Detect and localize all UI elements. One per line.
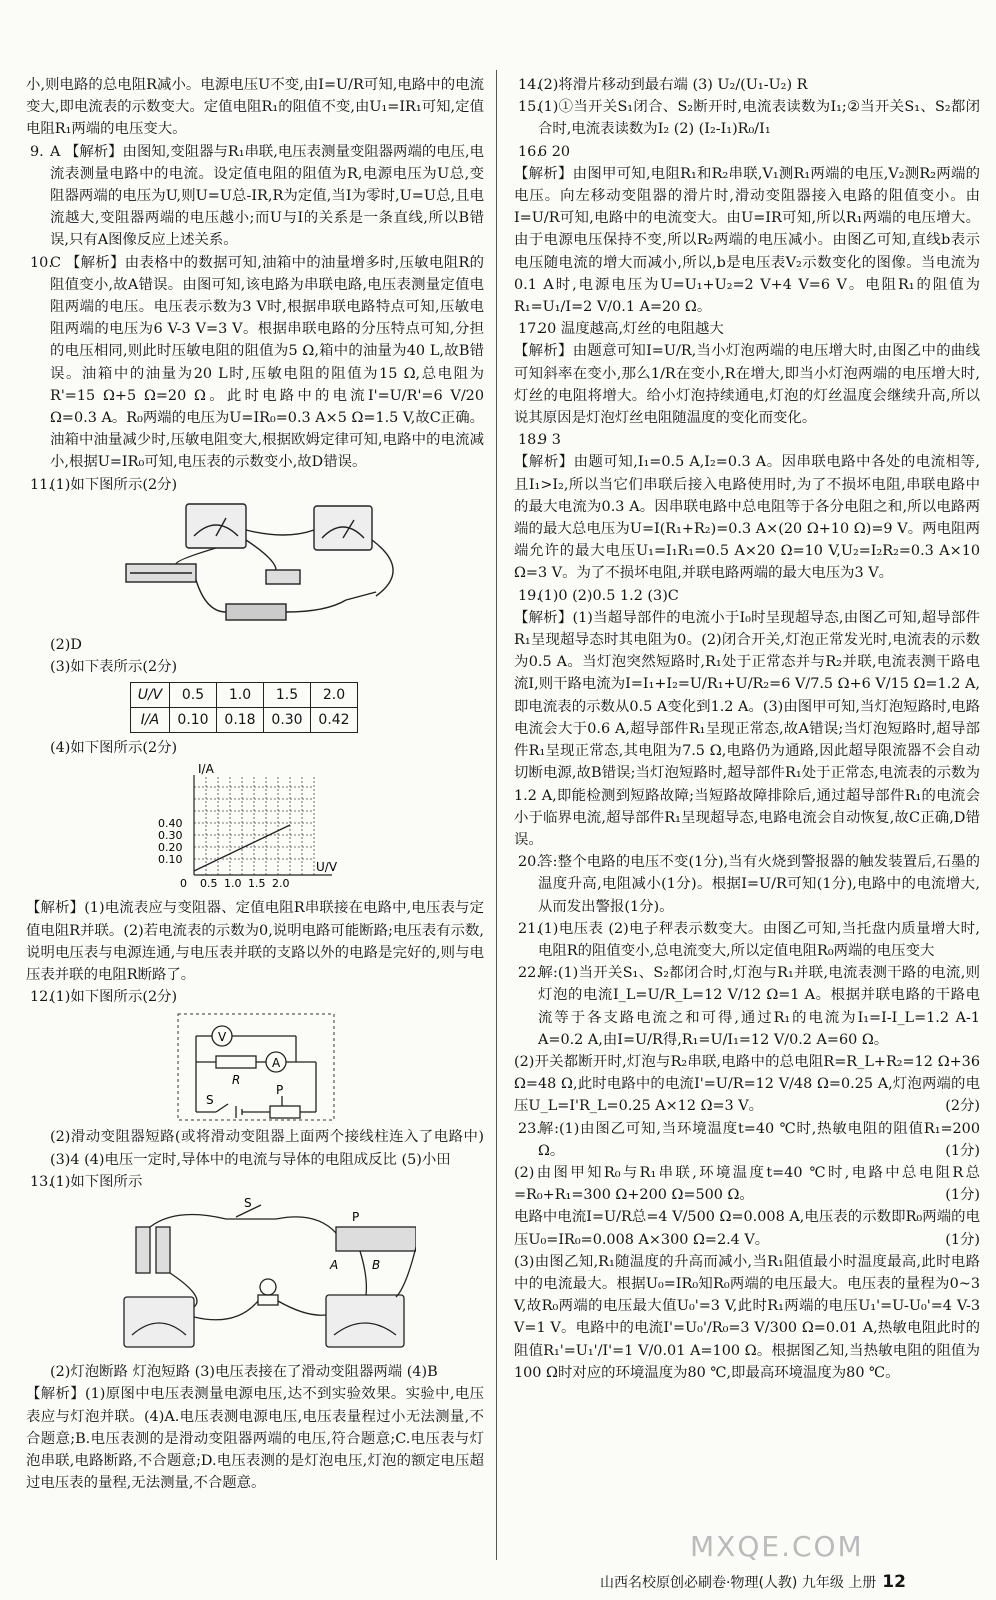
svg-text:P: P <box>276 1083 284 1098</box>
q11-part3: (3)如下表所示(2分) <box>50 659 178 676</box>
q13-part2: (2)灯泡断路 灯泡短路 (3)电压表接在了滑动变阻器两端 (4)B <box>50 1364 438 1381</box>
q23-part3: (3)由图乙知,R₁随温度的升高而减小,当R₁阻值最小时温度最高,此时电路中的电流最大。根据U₀=IR₀知R₀两端的电压最大。电压表的量程为0~3 V,故R₀两端的电压最大值U₀'=3 V,此时R₁两端的电压U₁'=U-U₀'=4 V-3 V=1 V。电路中的电流I'=U₀'/R₀=3 V/300 Ω=0.01 A,热敏电阻此时的阻值R₁'=U₁'/I'=1 V/0.01 A=100 Ω。根据图乙知,当热敏电阻的阻值为100 Ω时对应的环境温度为80 ℃,即最高环境温度为80 ℃。 <box>514 1253 980 1381</box>
question-19: 19.(1)0 (2)0.5 1.2 (3)C <box>518 587 679 604</box>
question-10: 10.C 【解析】由表格中的数据可知,油箱中的油量增多时,压敏电阻R的阻值变小,故A错误。由图可知,该电路为串联电路,电压表测量定值电阻两端的电压。电压表示数为3 V时,根据串联电路特点可知,压敏电阻两端的电压为6 V-3 V=3 V。根据串联电路的分压特点可知,分担的电压相同,则此时压敏电阻的阻值为5 Ω,箱中的油量为40 L,故B错误。油箱中的油量为20 L时,压敏电阻的阻值为15 Ω,总电阻为R'=15 Ω+5 Ω=20 Ω。此时电路中的电流I'=U/R'=6 V/20 Ω=0.3 A。R₀两端的电压为U=IR₀=0.3 A×5 Ω=1.5 V,故C正确。油箱中油量减少时,压敏电阻变大,根据欧姆定律可知,电路中的电流减小,根据U=IR₀可知,电压表的示数变小,故D错误。 <box>30 254 484 471</box>
svg-text:R: R <box>232 1073 241 1088</box>
watermark: MXQE.COM <box>690 1530 864 1563</box>
question-14: 14.(2)将滑片移动到最右端 (3) U₂/(U₁-U₂) R <box>518 77 808 93</box>
data-table <box>130 682 358 733</box>
circuit-diagram-13 <box>116 1197 416 1357</box>
iu-graph <box>156 763 396 893</box>
q23-part2: (2)由图甲知R₀与R₁串联,环境温度t=40 ℃时,电路中总电阻R总=R₀+R₁=300 Ω+200 Ω=500 Ω。 (1分) <box>514 1162 980 1206</box>
svg-text:A: A <box>272 1056 281 1071</box>
score-label: (1分) <box>945 1231 980 1248</box>
left-column <box>26 74 484 1494</box>
question-20: 20.答:整个电路的电压不变(1分),当有火烧到警报器的触发装置后,石墨的温度升高,电阻减小(1分)。根据I=U/R可知(1分),电路中的电流增大,从而发出警报(1分)。 <box>518 854 980 915</box>
svg-text:0.20: 0.20 <box>158 841 183 855</box>
table-row: I/A 0.10 0.18 0.30 0.42 <box>131 708 358 733</box>
q19-analysis: 【解析】(1)当超导部件的电流小于I₀时呈现超导态,由图乙可知,超导部件R₁呈现超导态时其电阻为0。(2)闭合开关,灯泡正常发光时,电流表的示数为0.5 A。当灯泡突然短路时,R₁处于正常态并与R₂并联,电流表测干路电流I,则干路电流为I=I₁+I₂=U/R₁+U/R₂=6 V/7.5 Ω+6 V/15 Ω=1.2 A,即电流表的示数从0.5 A变化到1.2 A。(3)由图甲可知,当灯泡短路时,电路电流会大于0.6 A,超导部件R₁呈现正常态,故A错误;当灯泡短路时,超导部件R₁呈现正常态,其电阻为7.5 Ω,电路仍为通路,因此超导限流器不会自动切断电源,故B错误;当灯泡短路时,超导部件R₁处于正常态,电流表的示数为1.2 A,即能检测到短路故障;当短路故障排除后,通过超导部件R₁的电流会小于临界电流,超导部件R₁呈现超导态,电路电流会自动恢复,故C正确,D错误。 <box>514 609 980 848</box>
question-18: 18.9 3 <box>518 432 561 449</box>
svg-text:P: P <box>352 1210 360 1225</box>
circuit-diagram-11 <box>116 500 416 630</box>
text-top: 小,则电路的总电阻R减小。电源电压U不变,由I=U/R可知,电路中的电流变大,即电流表的示数变大。定值电阻R₁的阻值不变,由U₁=IR₁可知,定值电阻R₁两端的电压变大。 <box>26 77 484 138</box>
page-footer <box>600 1572 906 1592</box>
iu-line <box>194 825 290 871</box>
svg-text:V: V <box>218 1030 227 1045</box>
question-22: 22.解:(1)当开关S₁、S₂都闭合时,灯泡与R₁并联,电流表测干路的电流,则灯泡的电流I_L=U/R_L=12 V/12 Ω=1 A。根据并联电路的干路电流等于各支路电流之和可得,通过R₁的电流为I₁=I-I_L=1.2 A-1 A=0.2 A,由I=U/R得,R₁=U/I₁=12 V/0.2 A=60 Ω。 <box>518 965 980 1048</box>
question-17: 17.20 温度越高,灯丝的电阻越大 <box>518 321 724 338</box>
right-column <box>514 74 980 1384</box>
svg-text:0: 0 <box>180 877 187 891</box>
svg-text:0.10: 0.10 <box>158 853 183 867</box>
q13-analysis: 【解析】(1)原图中电压表测量电源电压,达不到实验效果。实验中,电压表应与灯泡并联。(4)A.电压表测电源电压,电压表量程过小无法测量,不合题意;B.电压表测的是滑动变阻器两端的电压,符合题意;C.电压表与灯泡串联,电路断路,不合题意;D.电压表测的是灯泡电压,灯泡的额定电压超过电压表的量程,无法测量,不合题意。 <box>26 1386 484 1492</box>
q11-analysis: 【解析】(1)电流表应与变阻器、定值电阻R串联接在电路中,电压表与定值电阻R并联。(2)若电流表的示数为0,说明电路可能断路;电压表有示数,说明电压表与电源连通,与电压表并联的支路以外的电路是完好的,则与电压表并联的电阻R断路了。 <box>26 900 484 984</box>
svg-text:0.30: 0.30 <box>158 829 183 843</box>
graph-xlabel: U/V <box>316 860 338 875</box>
score-label: (2分) <box>945 1098 980 1115</box>
question-23: 23.解:(1)由图乙可知,当环境温度t=40 ℃时,热敏电阻的阻值R₁=200 Ω。 (1分) <box>514 1118 980 1162</box>
svg-text:B: B <box>372 1258 381 1273</box>
score-label: (1分) <box>945 1187 980 1204</box>
svg-text:0.5: 0.5 <box>200 877 218 891</box>
question-13: 13.(1)如下图所示 <box>30 1173 143 1190</box>
q16-analysis: 【解析】由图甲可知,电阻R₁和R₂串联,V₁测R₁两端的电压,V₂测R₂两端的电压。向左移动变阻器的滑片时,滑动变阻器接入电路的阻值变小。由I=U/R可知,电路中的电流变大。由U=IR可知,所以R₁两端的电压增大。由于电源电压保持不变,所以R₂两端的电压减小。由图乙可知,直线b表示电压随电流的增大而减小,所以,b是电压表V₂示数变化的图像。当电流为0.1 A时,电源电压为U=U₁+U₂=2 V+4 V=6 V。电阻R₁的阻值为R₁=U₁/I=2 V/0.1 A=20 Ω。 <box>514 165 980 316</box>
q22-part2: (2)开关都断开时,灯泡与R₂串联,电路中的总电阻R=R_L+R₂=12 Ω+36 Ω=48 Ω,此时电路中的电流I'=U/R=12 V/48 Ω=0.25 A,灯泡两端的电压U_L=I'R_L=0.25 A×12 Ω=3 V。 (2分) <box>514 1051 980 1118</box>
table-row: U/V 0.5 1.0 1.5 2.0 <box>131 683 358 708</box>
footer-text: 山西名校原创必刷卷·物理(人教) 九年级 上册 <box>600 1575 877 1591</box>
question-15: 15.(1)①当开关S₁闭合、S₂断开时,电流表读数为I₁;②当开关S₁、S₂都闭合时,电流表读数为I₂ (2) (I₂-I₁)R₀/I₁ <box>518 99 980 138</box>
question-12: 12.(1)如下图所示(2分) <box>30 989 178 1006</box>
q12-part2: (2)滑动变阻器短路(或将滑动变阻器上面两个接线柱连入了电路中) (3)4 (4)电压一定时,导体中的电流与导体的电阻成反比 (5)小田 <box>50 1129 484 1168</box>
question-9: 9. A 【解析】由图知,变阻器与R₁串联,电压表测量变阻器两端的电压,电流表测量电路中的电流。设定值电阻的阻值为R,电源电压为U总,变阻器两端的电压为U,则U=U总-IR,R为定值,当I为零时,U=U总,且电流越大,变阻器两端的电压越小;而U与I的关系是一条直线,所以B错误,只有A图像反应上述关系。 <box>30 143 484 249</box>
svg-text:2.0: 2.0 <box>272 877 290 891</box>
svg-text:S: S <box>244 1197 252 1211</box>
svg-text:S: S <box>206 1093 214 1108</box>
graph-ylabel: I/A <box>198 763 214 777</box>
q23-part2b: 电路中电流I=U/R总=4 V/500 Ω=0.008 A,电压表的示数即R₀两端的电压U₀=IR₀=0.008 A×300 Ω=2.4 V。 (1分) <box>514 1206 980 1250</box>
q11-part4: (4)如下图所示(2分) <box>50 740 178 757</box>
svg-text:1.5: 1.5 <box>248 877 266 891</box>
svg-text:1.0: 1.0 <box>224 877 242 891</box>
question-16: 16.6 20 <box>518 143 571 160</box>
q17-analysis: 【解析】由题意可知I=U/R,当小灯泡两端的电压增大时,由图乙中的曲线可知斜率在变小,那么1/R在变小,R在增大,即当小灯泡两端的电压增大时,灯丝的电阻将增大。给小灯泡持续通电,灯泡的灯丝温度会继续升高,所以说其原因是灯泡灯丝电阻随温度的变化而变化。 <box>514 343 980 427</box>
circuit-diagram-12 <box>176 1012 336 1122</box>
question-21: 21.(1)电压表 (2)电子秤表示数变大。由图乙可知,当托盘内质量增大时,电阻R的阻值变小,总电流变大,所以定值电阻R₀两端的电压变大 <box>518 920 980 959</box>
score-label: (1分) <box>945 1142 980 1159</box>
svg-text:0.40: 0.40 <box>158 817 183 831</box>
column-divider <box>496 70 497 1560</box>
svg-text:A: A <box>330 1258 339 1273</box>
page-number: 12 <box>882 1572 906 1592</box>
q11-part2: (2)D <box>50 636 82 653</box>
q18-analysis: 【解析】由题可知,I₁=0.5 A,I₂=0.3 A。因串联电路中各处的电流相等,且I₁>I₂,所以当它们串联后接入电路使用时,为了不损坏电阻,串联电路中的最大电流为0.3 A。因串联电路中总电阻等于各分电阻之和,所以电路两端的最大总电压为U=I(R₁+R₂)=0.3 A×(20 Ω+10 Ω)=9 V。两电阻两端允许的最大电压U₁=I₁R₁=0.5 A×20 Ω=10 V,U₂=I₂R₂=0.3 A×10 Ω=3 V。为了不损坏电阻,并联电路两端的最大电压为3 V。 <box>514 454 980 582</box>
question-11: 11.(1)如下图所示(2分) <box>30 476 178 493</box>
